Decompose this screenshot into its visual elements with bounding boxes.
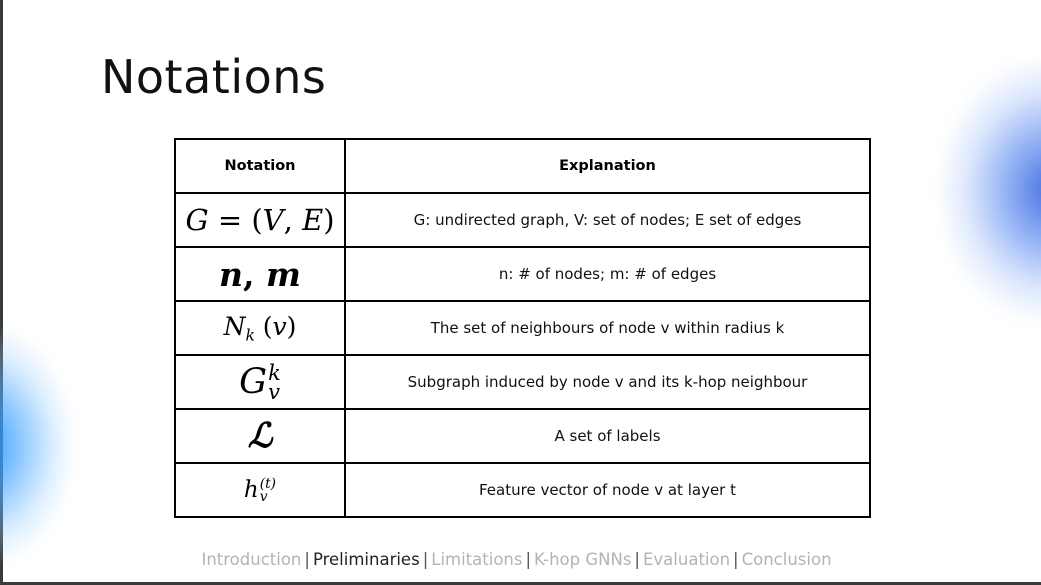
table-row	[175, 247, 870, 301]
table-header-row	[175, 139, 870, 193]
explanation-cell: Subgraph induced by node v and its k-hop neighbour	[345, 355, 870, 409]
table-row	[175, 409, 870, 463]
nav-item-conclusion[interactable]: Conclusion	[741, 550, 832, 569]
section-navigation	[0, 550, 1033, 569]
nav-item-introduction[interactable]: Introduction	[201, 550, 302, 569]
notation-n-m: n, m	[175, 247, 345, 301]
table-row	[175, 193, 870, 247]
explanation-cell: G: undirected graph, V: set of nodes; E set of edges	[345, 193, 870, 247]
explanation-cell: Feature vector of node v at layer t	[345, 463, 870, 517]
explanation-cell: n: # of nodes; m: # of edges	[345, 247, 870, 301]
page-title: Notations	[101, 50, 327, 104]
symbol-glyph: G	[185, 203, 209, 237]
notation-feature-vector: h (t) v	[175, 463, 345, 517]
nav-item-preliminaries[interactable]: Preliminaries	[312, 550, 420, 569]
table-row	[175, 463, 870, 517]
decorative-glow-left	[0, 330, 70, 560]
nav-item-limitations[interactable]: Limitations	[431, 550, 523, 569]
explanation-cell: A set of labels	[345, 409, 870, 463]
notation-subgraph: G k v	[175, 355, 345, 409]
nav-separator: |	[525, 550, 532, 569]
nav-item-evaluation[interactable]: Evaluation	[642, 550, 731, 569]
notation-graph: G = (V, E)	[175, 193, 345, 247]
table-row	[175, 355, 870, 409]
notation-table	[174, 138, 871, 518]
nav-separator: |	[733, 550, 739, 569]
nav-separator: |	[304, 550, 310, 569]
nav-item-k-hop-gnns[interactable]: K-hop GNNs	[534, 550, 632, 569]
notation-neighbourhood: $N_k$ (v)	[175, 301, 345, 355]
notation-labels: ℒ	[175, 409, 345, 463]
header-explanation: Explanation	[345, 139, 870, 193]
header-notation: Notation	[175, 139, 345, 193]
table-row	[175, 301, 870, 355]
nav-separator: |	[422, 550, 429, 569]
explanation-cell: The set of neighbours of node v within radius k	[345, 301, 870, 355]
nav-separator: |	[634, 550, 640, 569]
decorative-glow-right	[941, 60, 1041, 320]
